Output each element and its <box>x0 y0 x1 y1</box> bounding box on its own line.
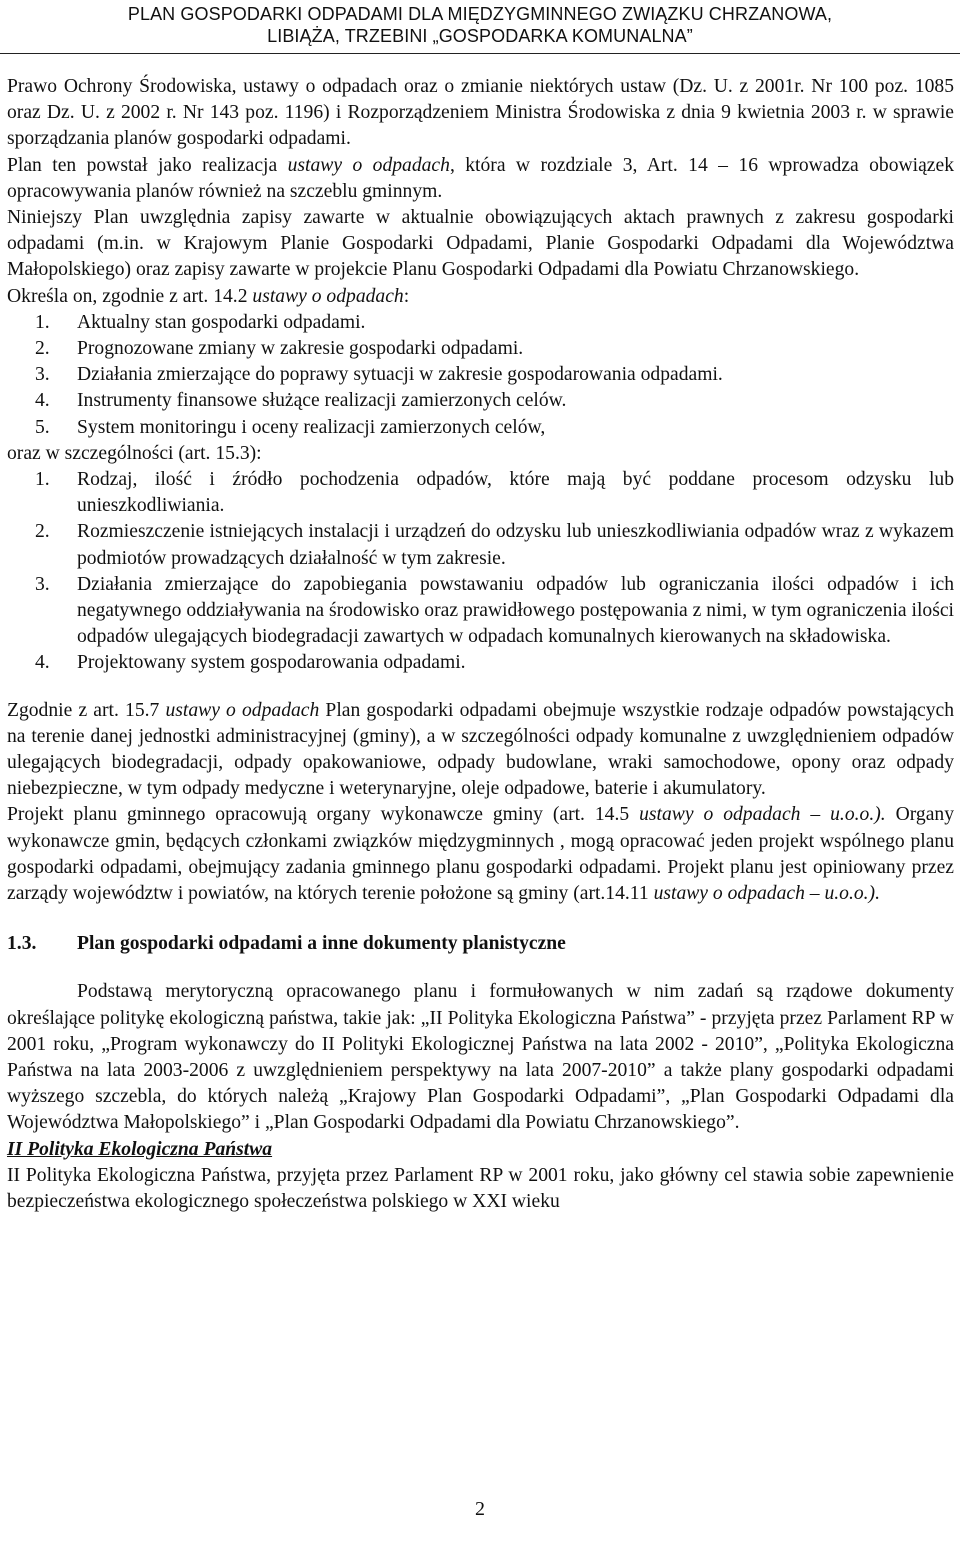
header-line-1: PLAN GOSPODARKI ODPADAMI DLA MIĘDZYGMINNEGO ZWIĄZKU CHRZANOWA, <box>127 4 833 24</box>
list-item: 3. Działania zmierzające do zapobiegania powstawaniu odpadów lub ograniczania ilości odpadów i ich negatywnego oddziaływania na środowisko oraz prawidłowego postępowania z nimi, w tym ograniczenia ilości odpadów ulegających biodegradacji zawartych w odpadach komunalnych kierowanych na składowiska. <box>35 573 954 648</box>
list-item: 4. Projektowany system gospodarowania odpadami. <box>35 652 466 674</box>
spacer <box>7 957 954 979</box>
paragraph-in-particular: oraz w szczególności (art. 15.3): <box>7 442 262 464</box>
page-number: 2 <box>475 1498 485 1520</box>
list-item: 1. Rodzaj, ilość i źródło pochodzenia odpadów, które mają być poddane procesom odzysku lub unieszkodliwiania. <box>35 469 954 517</box>
paragraph-project-authors: Projekt planu gminnego opracowują organy wykonawcze gminy (art. 14.5 ustawy o odpadach – u.o.o.). Organy wykonawcze gmin, będących członkami związków międzygminnych , mogą opracować jeden projekt wspólnego planu gospodarki odpadami, obejmujący zadania gminnego planu gospodarki odpadami. Projekt planu jest opiniowany przez zarządy województw i powiatów, na których terenie położone są gminy (art.14.11 ustawy o odpadach – u.o.o.). <box>7 804 954 905</box>
paragraph-defines: Określa on, zgodnie z art. 14.2 ustawy o odpadach: <box>7 285 410 307</box>
section-title: Plan gospodarki odpadami a inne dokumenty planistyczne <box>77 933 566 955</box>
spacer <box>7 907 954 929</box>
section-number: 1.3. <box>7 933 37 955</box>
list-item: 2. Prognozowane zmiany w zakresie gospodarki odpadami. <box>35 338 524 360</box>
spacer <box>7 677 954 698</box>
paragraph-documents: Podstawą merytoryczną opracowanego planu i formułowanych w nim zadań są rządowe dokumenty określające politykę ekologiczną państwa, takie jak: „II Polityka Ekologiczna Państwa” - przyjęta przez Parlament RP w 2001 roku, „Program wykonawczy do II Polityki Ekologicznej Państwa na lata 2002 - 2010”, „Polityka Ekologiczna Państwa na lata 2003-2006 z uwzględnieniem perspektywy na lata 2007-2010” a także plany gospodarki odpadami wyższego szczebla, do których należą „Krajowy Plan Gospodarki Odpadami”, „Plan Gospodarki Odpadami dla Województwa Małopolskiego” i „Plan Gospodarki Odpadami dla Powiatu Chrzanowskiego”. <box>7 981 954 1134</box>
list-item: 1. Aktualny stan gospodarki odpadami. <box>35 311 366 333</box>
paragraph-policy: II Polityka Ekologiczna Państwa, przyjęta przez Parlament RP w 2001 roku, jako główny cel stawia sobie zapewnienie bezpieczeństwa ekologicznego społeczeństwa polskiego w XXI wieku <box>7 1164 954 1212</box>
list-item: 2. Rozmieszczenie istniejących instalacji i urządzeń do odzysku lub unieszkodliwiania odpadów wraz z wykazem podmiotów prowadzących działalność w tym zakresie. <box>35 521 954 569</box>
list-item: 4. Instrumenty finansowe służące realizacji zamierzonych celów. <box>35 390 567 412</box>
section-heading <box>7 931 954 957</box>
document-body <box>7 74 954 1215</box>
paragraph-waste-types: Zgodnie z art. 15.7 ustawy o odpadach Plan gospodarki odpadami obejmuje wszystkie rodzaje odpadów powstających na terenie danej jednostki administracyjnej (gminy), a w szczególności odpady komunalne z uwzględnieniem odpadów ulegających biodegradacji, odpady opakowaniowe, odpady budowlane, wraki samochodowe, opony oraz odpady niebezpieczne, w tym odpady medyczne i weterynaryjne, oleje odpadowe, baterie i akumulatory. <box>7 699 954 800</box>
paragraph-legal-basis: Prawo Ochrony Środowiska, ustawy o odpadach oraz o zmianie niektórych ustaw (Dz. U. z 2001r. Nr 100 poz. 1085 oraz Dz. U. z 2002 r. Nr 143 poz. 1196) i Rozporządzeniem Ministra Środowiska z dnia 9 kwietnia 2003 r. w sprawie sporządzania planów gospodarki odpadami. <box>7 76 954 150</box>
paragraph-plan-scope: Niniejszy Plan uwzględnia zapisy zawarte w aktualnie obowiązujących aktach prawnych z zakresu gospodarki odpadami (m.in. w Krajowym Planie Gospodarki Odpadami, Planie Gospodarki Odpadami dla Województwa Małopolskiego) oraz zapisy zawarte w projekcie Planu Gospodarki Odpadami dla Powiatu Chrzanowskiego. <box>7 207 954 281</box>
header-line-2: LIBIĄŻA, TRZEBINI „GOSPODARKA KOMUNALNA” <box>267 26 693 46</box>
list-plan-contents <box>7 310 954 441</box>
list-item: 5. System monitoringu i oceny realizacji zamierzonych celów, <box>35 416 546 438</box>
running-header <box>0 0 960 54</box>
list-item: 3. Działania zmierzające do poprawy sytuacji w zakresie gospodarowania odpadami. <box>35 364 723 386</box>
list-plan-details <box>7 467 954 677</box>
subheading-policy: II Polityka Ekologiczna Państwa <box>7 1138 273 1160</box>
paragraph-plan-origin: Plan ten powstał jako realizacja ustawy o odpadach, która w rozdziale 3, Art. 14 – 16 wprowadza obowiązek opracowywania planów również na szczeblu gminnym. <box>7 154 954 202</box>
